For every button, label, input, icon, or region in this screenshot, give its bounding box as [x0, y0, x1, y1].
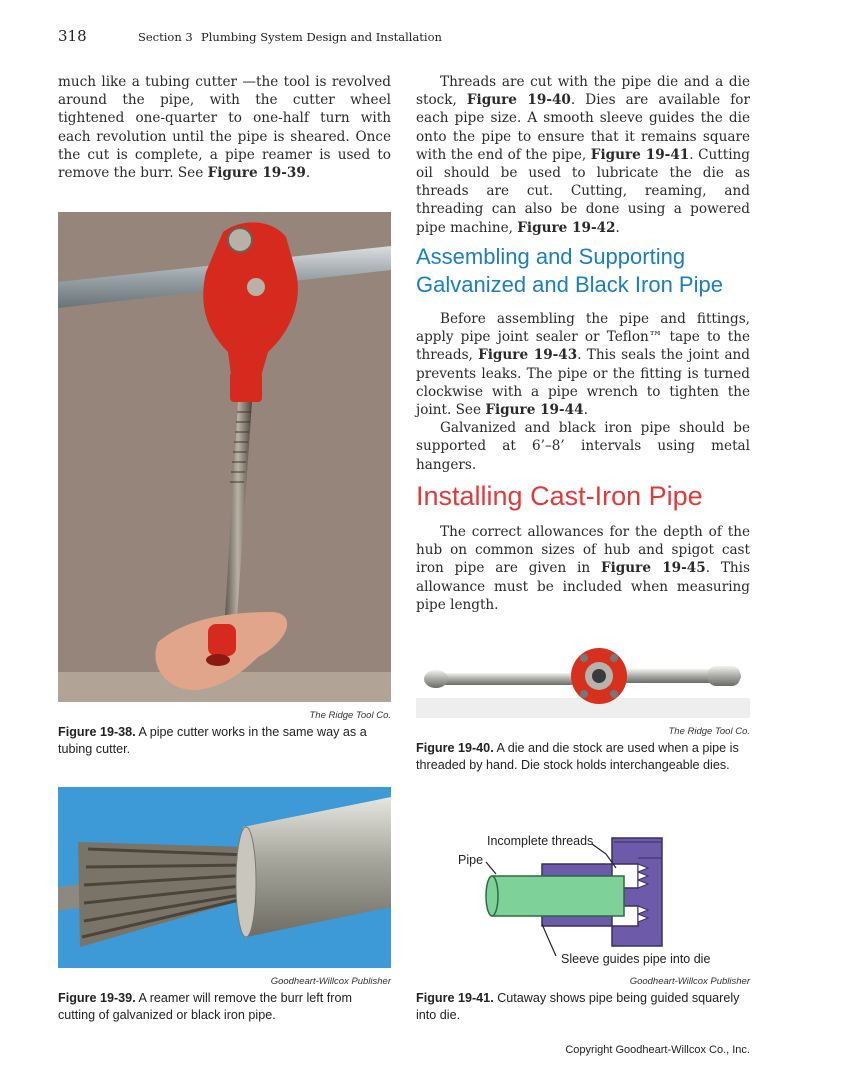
copyright-footer: Copyright Goodheart-Willcox Co., Inc.: [565, 1044, 750, 1056]
heading-assembling: Assembling and Supporting Galvanized and Black Iron Pipe: [416, 244, 723, 297]
figure-19-40-caption: Figure 19-40. A die and die stock are used when a pipe is threaded by hand. Die stock holds interchangeable dies.: [416, 741, 739, 772]
figure-ref: Figure 19-39: [207, 165, 306, 182]
page-number: 318: [58, 27, 87, 45]
heading-cast-iron: Installing Cast-Iron Pipe: [416, 481, 703, 511]
figure-19-38-photo: [58, 212, 391, 702]
figure-19-41-diagram: [416, 828, 750, 968]
left-paragraph: much like a tubing cutter —the tool is revolved around the pipe, with the cutter wheel tightened one-quarter to one-half turn with each revolution until the pipe is sheared. Once the cut is complete, a pipe reamer is used to remove the burr. See Figure 19-39.: [58, 74, 391, 182]
figure-19-39-credit: Goodheart-Willcox Publisher: [270, 976, 391, 987]
reamer-illustration: [58, 787, 391, 968]
die-cutaway-diagram: [416, 828, 750, 968]
callout-incomplete-threads: Incomplete threads: [487, 834, 594, 848]
section-label: Section 3: [138, 30, 193, 44]
figure-19-40-photo: [416, 636, 750, 718]
figure-19-38-caption: Figure 19-38. A pipe cutter works in the same way as a tubing cutter.: [58, 725, 367, 756]
figure-19-38-credit: The Ridge Tool Co.: [309, 710, 391, 721]
right-paragraph-2: Before assembling the pipe and fittings, apply pipe joint sealer or Teflon™ tape to the threads, Figure 19-43. This seals the joint and prevents leaks. The pipe or the fitting is turned clockwise with a pipe wrench to tighten the joint. See Figure 19-44. Galvanized and black iron pipe should be supported at 6’–8’ intervals using metal hangers.: [416, 311, 751, 473]
figure-19-41-caption: Figure 19-41. Cutaway shows pipe being guided squarely into die.: [416, 991, 740, 1022]
die-stock-illustration: [416, 636, 750, 718]
right-paragraph-1: Threads are cut with the pipe die and a die stock, Figure 19-40. Dies are available for each pipe size. A smooth sleeve guides the die onto the pipe to ensure that it remains square with the end of the pipe, Figure 19-41. Cutting oil should be used to lubricate the die as threads are cut. Cutting, reaming, and threading can also be done using a powered pipe machine, Figure 19-42.: [416, 74, 750, 236]
figure-19-40-credit: The Ridge Tool Co.: [668, 726, 750, 737]
callout-sleeve: Sleeve guides pipe into die: [561, 952, 711, 966]
page-header: [58, 27, 758, 47]
section-title: Plumbing System Design and Installation: [201, 30, 442, 44]
figure-19-39-photo: [58, 787, 391, 968]
figure-19-41-credit: Goodheart-Willcox Publisher: [629, 976, 750, 987]
figure-19-39-caption: Figure 19-39. A reamer will remove the burr left from cutting of galvanized or black iron pipe.: [58, 991, 352, 1022]
pipe-cutter-illustration: [58, 212, 391, 702]
right-paragraph-3: Galvanized and black iron pipe should be supported at 6’–8’ intervals using metal hangers.: [416, 420, 750, 473]
callout-pipe: Pipe: [458, 853, 484, 867]
right-paragraph-4: The correct allowances for the depth of the hub on common sizes of hub and spigot cast iron pipe are given in Figure 19-45. This allowance must be included when measuring pipe length.: [416, 524, 750, 613]
